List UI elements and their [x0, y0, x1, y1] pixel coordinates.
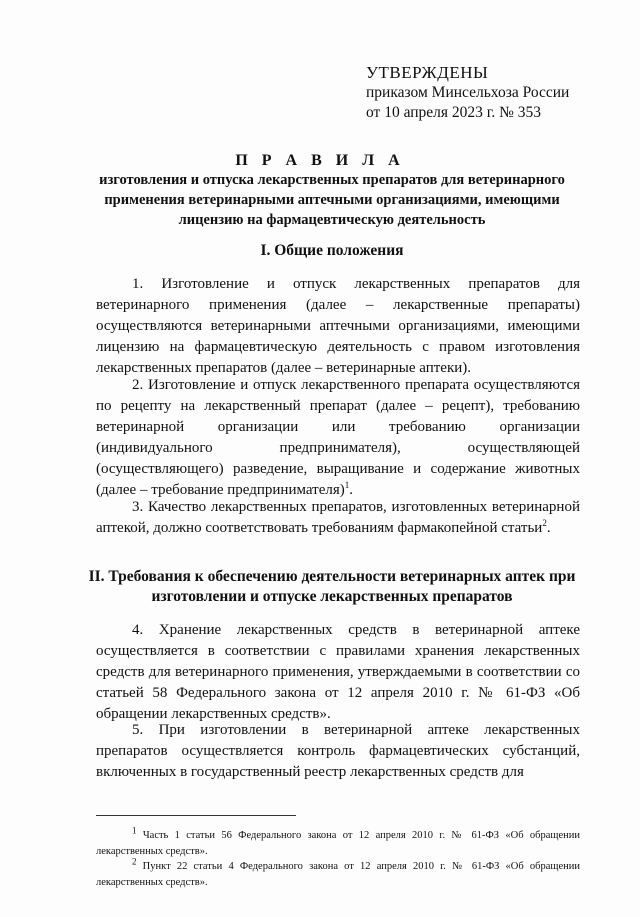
approval-title: УТВЕРЖДЕНЫ — [366, 63, 489, 82]
paragraph-5: 5. При изготовлении в ветеринарной аптеке лекарственных препаратов осуществляется контроль фармацевтических субстанций, включенных в государственный реестр лекарственных средств для — [96, 722, 580, 780]
paragraph-1: 1. Изготовление и отпуск лекарственных препаратов для ветеринарного применения (далее – лекарственные препараты) осуществляются ветеринарными аптечными организациями, имеющими лицензию на фармацевтическую деятельность с правом изготовления лекарственных препаратов (далее – ветеринарные аптеки). — [96, 276, 580, 376]
paragraph-3-text: 3. Качество лекарственных препаратов, изготовленных ветеринарной аптекой, должно соответствовать требованиям фармакопейной статьи — [96, 499, 580, 536]
document-subtitle: изготовления и отпуска лекарственных препаратов для ветеринарного применения ветеринарными аптечными организациями, имеющими лицензию на фармацевтическую деятельность — [99, 172, 565, 228]
footnote-2-mark: 2 — [132, 856, 137, 867]
footnote-ref-1: 1 — [344, 480, 350, 490]
section-2-heading: II. Требования к обеспечению деятельности ветеринарных аптек при изготовлении и отпуске лекарственных препаратов — [88, 568, 576, 605]
section-1-heading: I. Общие положения — [260, 242, 404, 259]
footnote-1-mark: 1 — [132, 825, 137, 836]
paragraph-4: 4. Хранение лекарственных средств в ветеринарной аптеке осуществляется в соответствии с правилами хранения лекарственных средств для ветеринарного применения, утверждаемыми в соответствии со статьей 58 Федерального закона от 12 апреля 2010 г. № 61-ФЗ «Об обращении лекарственных средств». — [96, 622, 580, 722]
footnote-2-text: Пункт 22 статьи 4 Федерального закона от 12 апреля 2010 г. № 61-ФЗ «Об обращении лекарственных средств». — [96, 861, 580, 888]
paragraph-2-text: 2. Изготовление и отпуск лекарственного препарата осуществляются по рецепту на лекарственный препарат (далее – рецепт), требованию ветеринарной организации или требованию организации (индивидуального предпринимателя), осуществляющей (осуществляющего) разведение, выращивание и содержание животных (далее – требование предпринимателя) — [96, 377, 580, 498]
paragraph-2 — [96, 375, 580, 501]
footnote-2 — [96, 856, 580, 891]
paragraph-3 — [96, 497, 580, 539]
approval-stamp — [366, 63, 569, 123]
footnote-1 — [96, 825, 580, 860]
paragraph-2-end: . — [349, 482, 353, 498]
footnote-ref-2: 2 — [542, 518, 547, 528]
paragraph-3-end: . — [546, 520, 551, 536]
approval-order-line: приказом Минсельхоза России — [366, 84, 570, 101]
footnote-1-text: Часть 1 статьи 56 Федерального закона от 12 апреля 2010 г. № 61-ФЗ «Об обращении лекарственных средств». — [96, 830, 580, 857]
document-title: П Р А В И Л А — [235, 152, 405, 169]
footnote-separator — [96, 815, 296, 816]
approval-date-line: от 10 апреля 2023 г. № 353 — [366, 104, 542, 121]
